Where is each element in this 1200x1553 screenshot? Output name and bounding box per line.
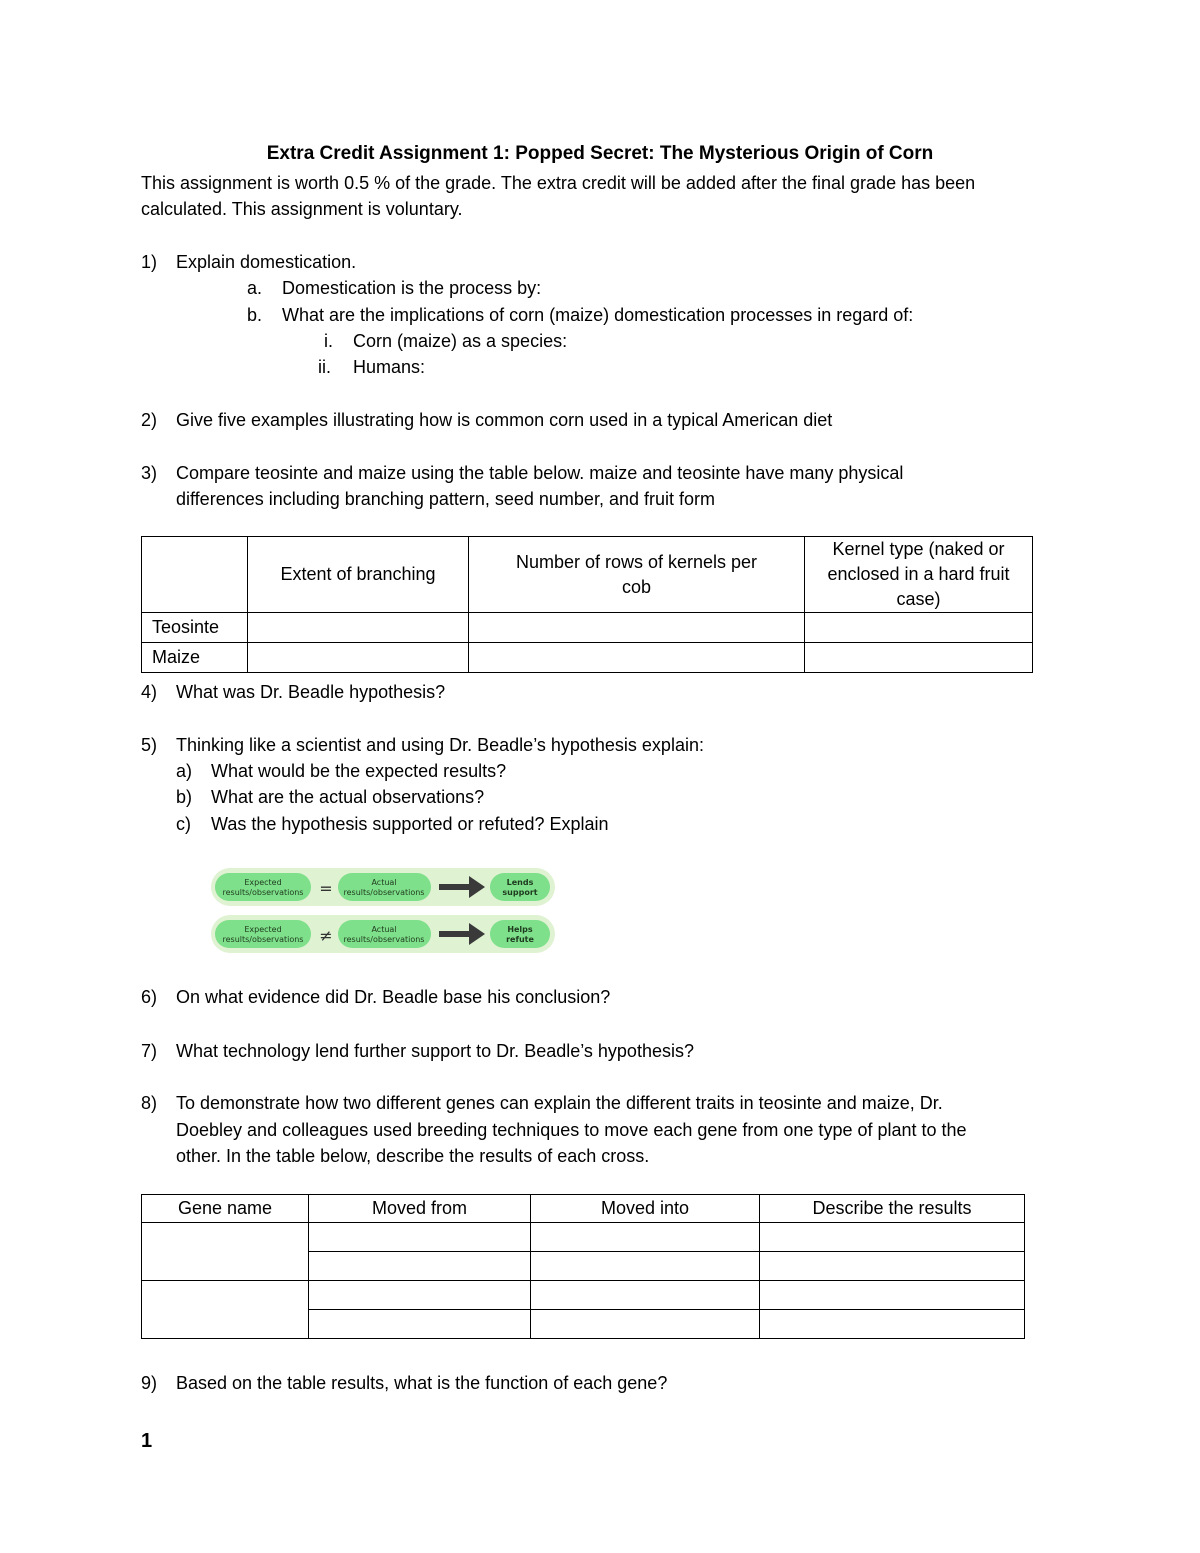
- answer-cell[interactable]: [805, 613, 1033, 643]
- answer-cell[interactable]: [309, 1252, 531, 1281]
- answer-cell[interactable]: [805, 643, 1033, 673]
- sub-marker: c): [176, 814, 191, 834]
- question-8-line-1: To demonstrate how two different genes can explain the different traits in teosinte and maize, Dr.: [176, 1093, 943, 1113]
- question-7-text: What technology lend further support to Dr. Beadle’s hypothesis?: [176, 1041, 694, 1061]
- sub-question-text: Domestication is the process by:: [282, 278, 542, 298]
- hypothesis-flow-diagram: [209, 864, 559, 956]
- pill-label: results/observations: [222, 888, 304, 897]
- question-9-text: Based on the table results, what is the function of each gene?: [176, 1373, 668, 1393]
- table-header-cell: Gene name: [142, 1195, 309, 1223]
- question-number: 9): [141, 1373, 158, 1393]
- sub-marker: b.: [247, 305, 263, 325]
- question-number: 6): [141, 987, 158, 1007]
- question-text: Explain domestication.: [176, 252, 357, 272]
- answer-cell[interactable]: [309, 1281, 531, 1310]
- gene-name-cell[interactable]: [142, 1281, 309, 1339]
- question-number: 7): [141, 1041, 158, 1061]
- sub-question-text: What would be the expected results?: [211, 761, 507, 781]
- pill-label: results/observations: [343, 935, 425, 944]
- sub-marker: a.: [247, 278, 263, 298]
- answer-cell[interactable]: [248, 643, 469, 673]
- question-2-text: Give five examples illustrating how is common corn used in a typical American diet: [176, 410, 833, 430]
- sub-question-text: What are the actual observations?: [211, 787, 485, 807]
- sub-marker: a): [176, 761, 193, 781]
- pill-label: Helps: [507, 925, 533, 934]
- pill-label: Actual: [371, 878, 397, 887]
- answer-cell[interactable]: [309, 1223, 531, 1252]
- table-header-row: [142, 1195, 1025, 1223]
- table-header-cell: Describe the results: [760, 1195, 1025, 1223]
- answer-cell[interactable]: [248, 613, 469, 643]
- answer-cell[interactable]: [531, 1281, 760, 1310]
- table-header-cell: Extent of branching: [248, 537, 469, 613]
- answer-cell[interactable]: [760, 1252, 1025, 1281]
- sub-question-text: Humans:: [353, 357, 426, 377]
- question-8-line-3: other. In the table below, describe the results of each cross.: [176, 1146, 650, 1166]
- sub-marker: b): [176, 787, 193, 807]
- question-4-text: What was Dr. Beadle hypothesis?: [176, 682, 446, 702]
- answer-cell[interactable]: [531, 1223, 760, 1252]
- sub-question-text: Was the hypothesis supported or refuted? Explain: [211, 814, 609, 834]
- answer-cell[interactable]: [531, 1252, 760, 1281]
- table-row: [142, 1223, 1025, 1252]
- equals-symbol: =: [319, 879, 333, 898]
- table-header-row: [142, 537, 1033, 613]
- table-header-cell: Kernel type (naked or enclosed in a hard fruit case): [805, 537, 1033, 613]
- sub-question-text: Corn (maize) as a species:: [353, 331, 568, 351]
- pill-label: support: [502, 888, 538, 897]
- question-number: 4): [141, 682, 158, 702]
- row-label: Maize: [142, 643, 248, 673]
- answer-cell[interactable]: [469, 613, 805, 643]
- table-header-cell: Number of rows of kernels per cob: [469, 537, 805, 613]
- table-row: [142, 1281, 1025, 1310]
- row-label: Teosinte: [142, 613, 248, 643]
- question-number: 5): [141, 735, 158, 755]
- answer-cell[interactable]: [760, 1223, 1025, 1252]
- gene-cross-table: [141, 1194, 1025, 1339]
- table-header-cell: Moved into: [531, 1195, 760, 1223]
- question-number: 3): [141, 463, 158, 483]
- page-number: 1: [141, 1430, 153, 1452]
- answer-cell[interactable]: [469, 643, 805, 673]
- answer-cell[interactable]: [309, 1310, 531, 1339]
- table-row: [142, 613, 1033, 643]
- sub-marker: i.: [324, 331, 333, 351]
- comparison-table: [141, 536, 1033, 673]
- pill-label: Expected: [244, 925, 282, 934]
- question-5-text: Thinking like a scientist and using Dr. Beadle’s hypothesis explain:: [176, 735, 704, 755]
- pill-label: refute: [506, 935, 534, 944]
- table-header-cell: [142, 537, 248, 613]
- answer-cell[interactable]: [760, 1310, 1025, 1339]
- pill-label: results/observations: [222, 935, 304, 944]
- not-equal-symbol: ≠: [319, 926, 333, 945]
- intro-line-1: This assignment is worth 0.5 % of the grade. The extra credit will be added after the final grade has been: [141, 173, 976, 193]
- table-header-cell: Moved from: [309, 1195, 531, 1223]
- question-number: 1): [141, 252, 158, 272]
- pill-label: Expected: [244, 878, 282, 887]
- question-8-line-2: Doebley and colleagues used breeding techniques to move each gene from one type of plant to the: [176, 1120, 967, 1140]
- answer-cell[interactable]: [531, 1310, 760, 1339]
- table-row: [142, 643, 1033, 673]
- question-number: 8): [141, 1093, 158, 1113]
- pill-label: Lends: [506, 878, 534, 887]
- question-3-line-1: Compare teosinte and maize using the table below. maize and teosinte have many physical: [176, 463, 904, 483]
- sub-marker: ii.: [318, 357, 331, 377]
- support-flow-row: [211, 868, 555, 906]
- question-6-text: On what evidence did Dr. Beadle base his conclusion?: [176, 987, 611, 1007]
- intro-line-2: calculated. This assignment is voluntary.: [141, 199, 463, 219]
- answer-cell[interactable]: [760, 1281, 1025, 1310]
- gene-name-cell[interactable]: [142, 1223, 309, 1281]
- assignment-title: Extra Credit Assignment 1: Popped Secret: The Mysterious Origin of Corn: [266, 143, 934, 164]
- refute-flow-row: [211, 915, 555, 953]
- sub-question-text: What are the implications of corn (maize) domestication processes in regard of:: [282, 305, 914, 325]
- question-3-line-2: differences including branching pattern, seed number, and fruit form: [176, 489, 715, 509]
- question-number: 2): [141, 410, 158, 430]
- pill-label: results/observations: [343, 888, 425, 897]
- pill-label: Actual: [371, 925, 397, 934]
